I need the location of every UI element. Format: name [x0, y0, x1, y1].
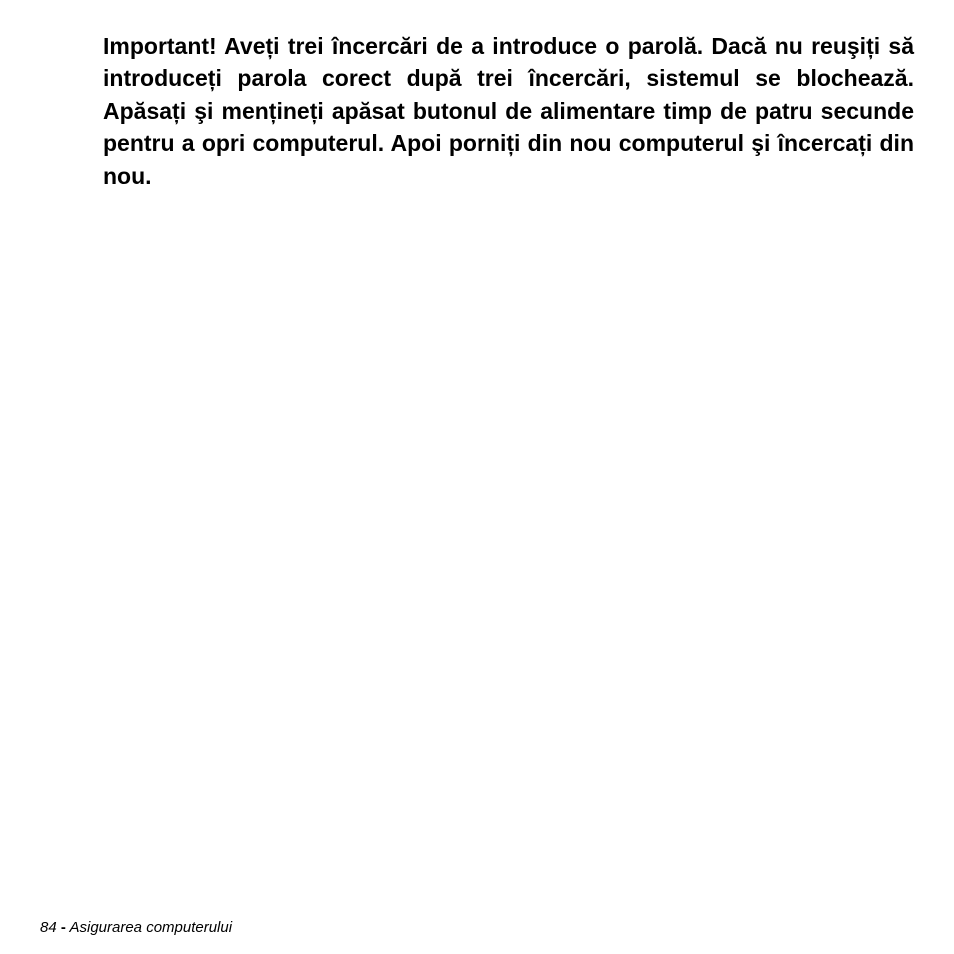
important-note-paragraph: Important! Aveți trei încercări de a introduce o parolă. Dacă nu reuşiți să introduceți parola corect după trei încercări, sistemul se blochează. Apăsați şi mențineți apăsat butonul de alimentare timp de patru secunde pentru a opri computerul. Apoi porniți din nou computerul şi încercați din nou. [103, 33, 914, 189]
page-footer [40, 918, 232, 938]
footer-section-title: Asigurarea computerului [69, 919, 233, 936]
page-number: 84 [40, 919, 57, 936]
footer-separator: - [60, 919, 66, 936]
